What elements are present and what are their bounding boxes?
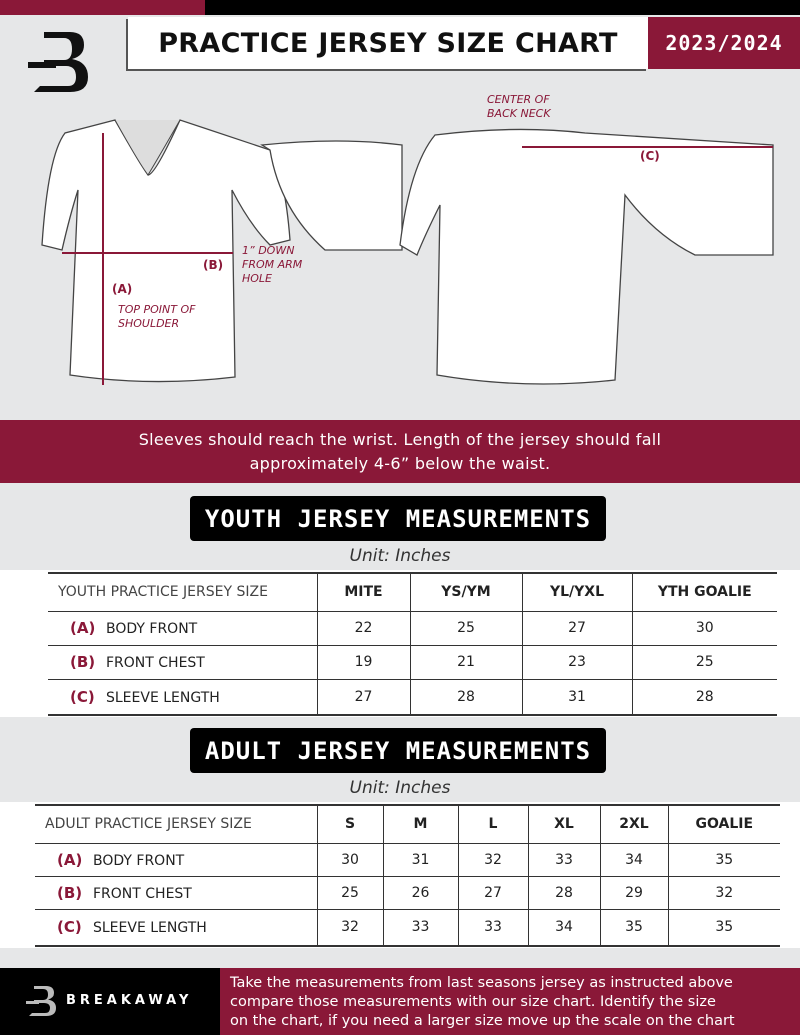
cell: 33 — [458, 909, 528, 946]
cell: 27 — [317, 679, 410, 715]
row-letter: (B) — [57, 883, 83, 902]
table-row — [35, 843, 780, 876]
youth-header-size: YS/YM — [410, 573, 522, 611]
row-label: BODY FRONT — [106, 621, 198, 637]
table-row — [48, 611, 777, 645]
note-c: CENTER OF BACK NECK — [487, 93, 551, 120]
cell: 26 — [383, 876, 458, 909]
footer-line3: on the chart, if you need a larger size move up the scale on the chart — [230, 1013, 735, 1029]
cell: 34 — [528, 909, 600, 946]
row-letter: (B) — [70, 653, 96, 671]
cell: 29 — [600, 876, 668, 909]
table-row — [35, 909, 780, 946]
table-row — [35, 876, 780, 909]
youth-unit: Unit: Inches — [349, 546, 451, 566]
adult-unit: Unit: Inches — [349, 778, 451, 798]
fit-note-line2: approximately 4-6” below the waist. — [249, 454, 551, 473]
cell: 33 — [528, 843, 600, 876]
cell: 32 — [317, 909, 383, 946]
front-jersey-diagram — [40, 115, 410, 390]
row-label: BODY FRONT — [93, 852, 185, 869]
cell: 19 — [317, 645, 410, 679]
top-accent-bar — [0, 0, 205, 15]
row-letter: (C) — [70, 687, 95, 706]
youth-header-label: YOUTH PRACTICE JERSEY SIZE — [58, 584, 268, 601]
footer-instructions — [220, 968, 800, 1035]
cell: 35 — [668, 843, 780, 876]
footer-line1: Take the measurements from last seasons jersey as instructed above — [230, 975, 733, 991]
youth-header-size: YTH GOALIE — [632, 573, 777, 611]
footer-logo-icon — [26, 984, 56, 1018]
cell: 32 — [668, 876, 780, 909]
cell: 23 — [522, 645, 632, 679]
row-label: FRONT CHEST — [93, 885, 192, 902]
fit-note-band — [0, 420, 800, 483]
adult-header-size: XL — [528, 805, 600, 843]
table-row — [48, 645, 777, 679]
youth-section-title: YOUTH JERSEY MEASUREMENTS — [190, 496, 606, 541]
cell: 25 — [317, 876, 383, 909]
cell: 34 — [600, 843, 668, 876]
cell: 31 — [383, 843, 458, 876]
note-b: 1” DOWN FROM ARM HOLE — [242, 244, 303, 285]
cell: 30 — [632, 611, 777, 645]
back-jersey-diagram — [395, 125, 780, 390]
adult-section-title: ADULT JERSEY MEASUREMENTS — [190, 728, 606, 773]
cell: 33 — [383, 909, 458, 946]
row-letter: (C) — [57, 918, 82, 937]
adult-header-size: 2XL — [600, 805, 668, 843]
cell: 30 — [317, 843, 383, 876]
cell: 25 — [632, 645, 777, 679]
youth-header-size: YL/YXL — [522, 573, 632, 611]
page-title: PRACTICE JERSEY SIZE CHART — [128, 17, 648, 69]
cell: 21 — [410, 645, 522, 679]
footer-line2: compare those measurements with our size chart. Identify the size — [230, 994, 716, 1010]
cell: 35 — [668, 909, 780, 946]
row-letter: (A) — [57, 850, 83, 869]
breakaway-logo — [28, 28, 94, 96]
top-dark-bar — [205, 0, 800, 15]
youth-header-size: MITE — [317, 573, 410, 611]
row-label: SLEEVE LENGTH — [93, 920, 207, 937]
adult-header-size: GOALIE — [668, 805, 780, 843]
adult-header-label: ADULT PRACTICE JERSEY SIZE — [45, 816, 252, 833]
cell: 27 — [458, 876, 528, 909]
cell: 25 — [410, 611, 522, 645]
label-a: (A) — [112, 282, 133, 296]
row-label: FRONT CHEST — [106, 655, 205, 671]
adult-header-size: L — [458, 805, 528, 843]
footer-brand-name: BREAKAWAY — [66, 993, 193, 1008]
row-letter: (A) — [70, 619, 96, 637]
label-b: (B) — [203, 258, 224, 272]
cell: 31 — [522, 679, 632, 715]
adult-header-size: M — [383, 805, 458, 843]
row-label: SLEEVE LENGTH — [106, 689, 220, 706]
season-badge: 2023/2024 — [648, 17, 800, 69]
cell: 32 — [458, 843, 528, 876]
cell: 27 — [522, 611, 632, 645]
label-c: (C) — [640, 149, 660, 163]
fit-note-line1: Sleeves should reach the wrist. Length of the jersey should fall — [138, 430, 662, 449]
youth-size-table — [48, 572, 777, 716]
adult-header-size: S — [317, 805, 383, 843]
youth-header-row — [48, 573, 777, 611]
adult-header-row — [35, 805, 780, 843]
note-a: TOP POINT OF SHOULDER — [118, 303, 196, 330]
adult-size-table — [35, 804, 780, 947]
cell: 35 — [600, 909, 668, 946]
table-row — [48, 679, 777, 715]
cell: 22 — [317, 611, 410, 645]
cell: 28 — [528, 876, 600, 909]
cell: 28 — [410, 679, 522, 715]
cell: 28 — [632, 679, 777, 715]
